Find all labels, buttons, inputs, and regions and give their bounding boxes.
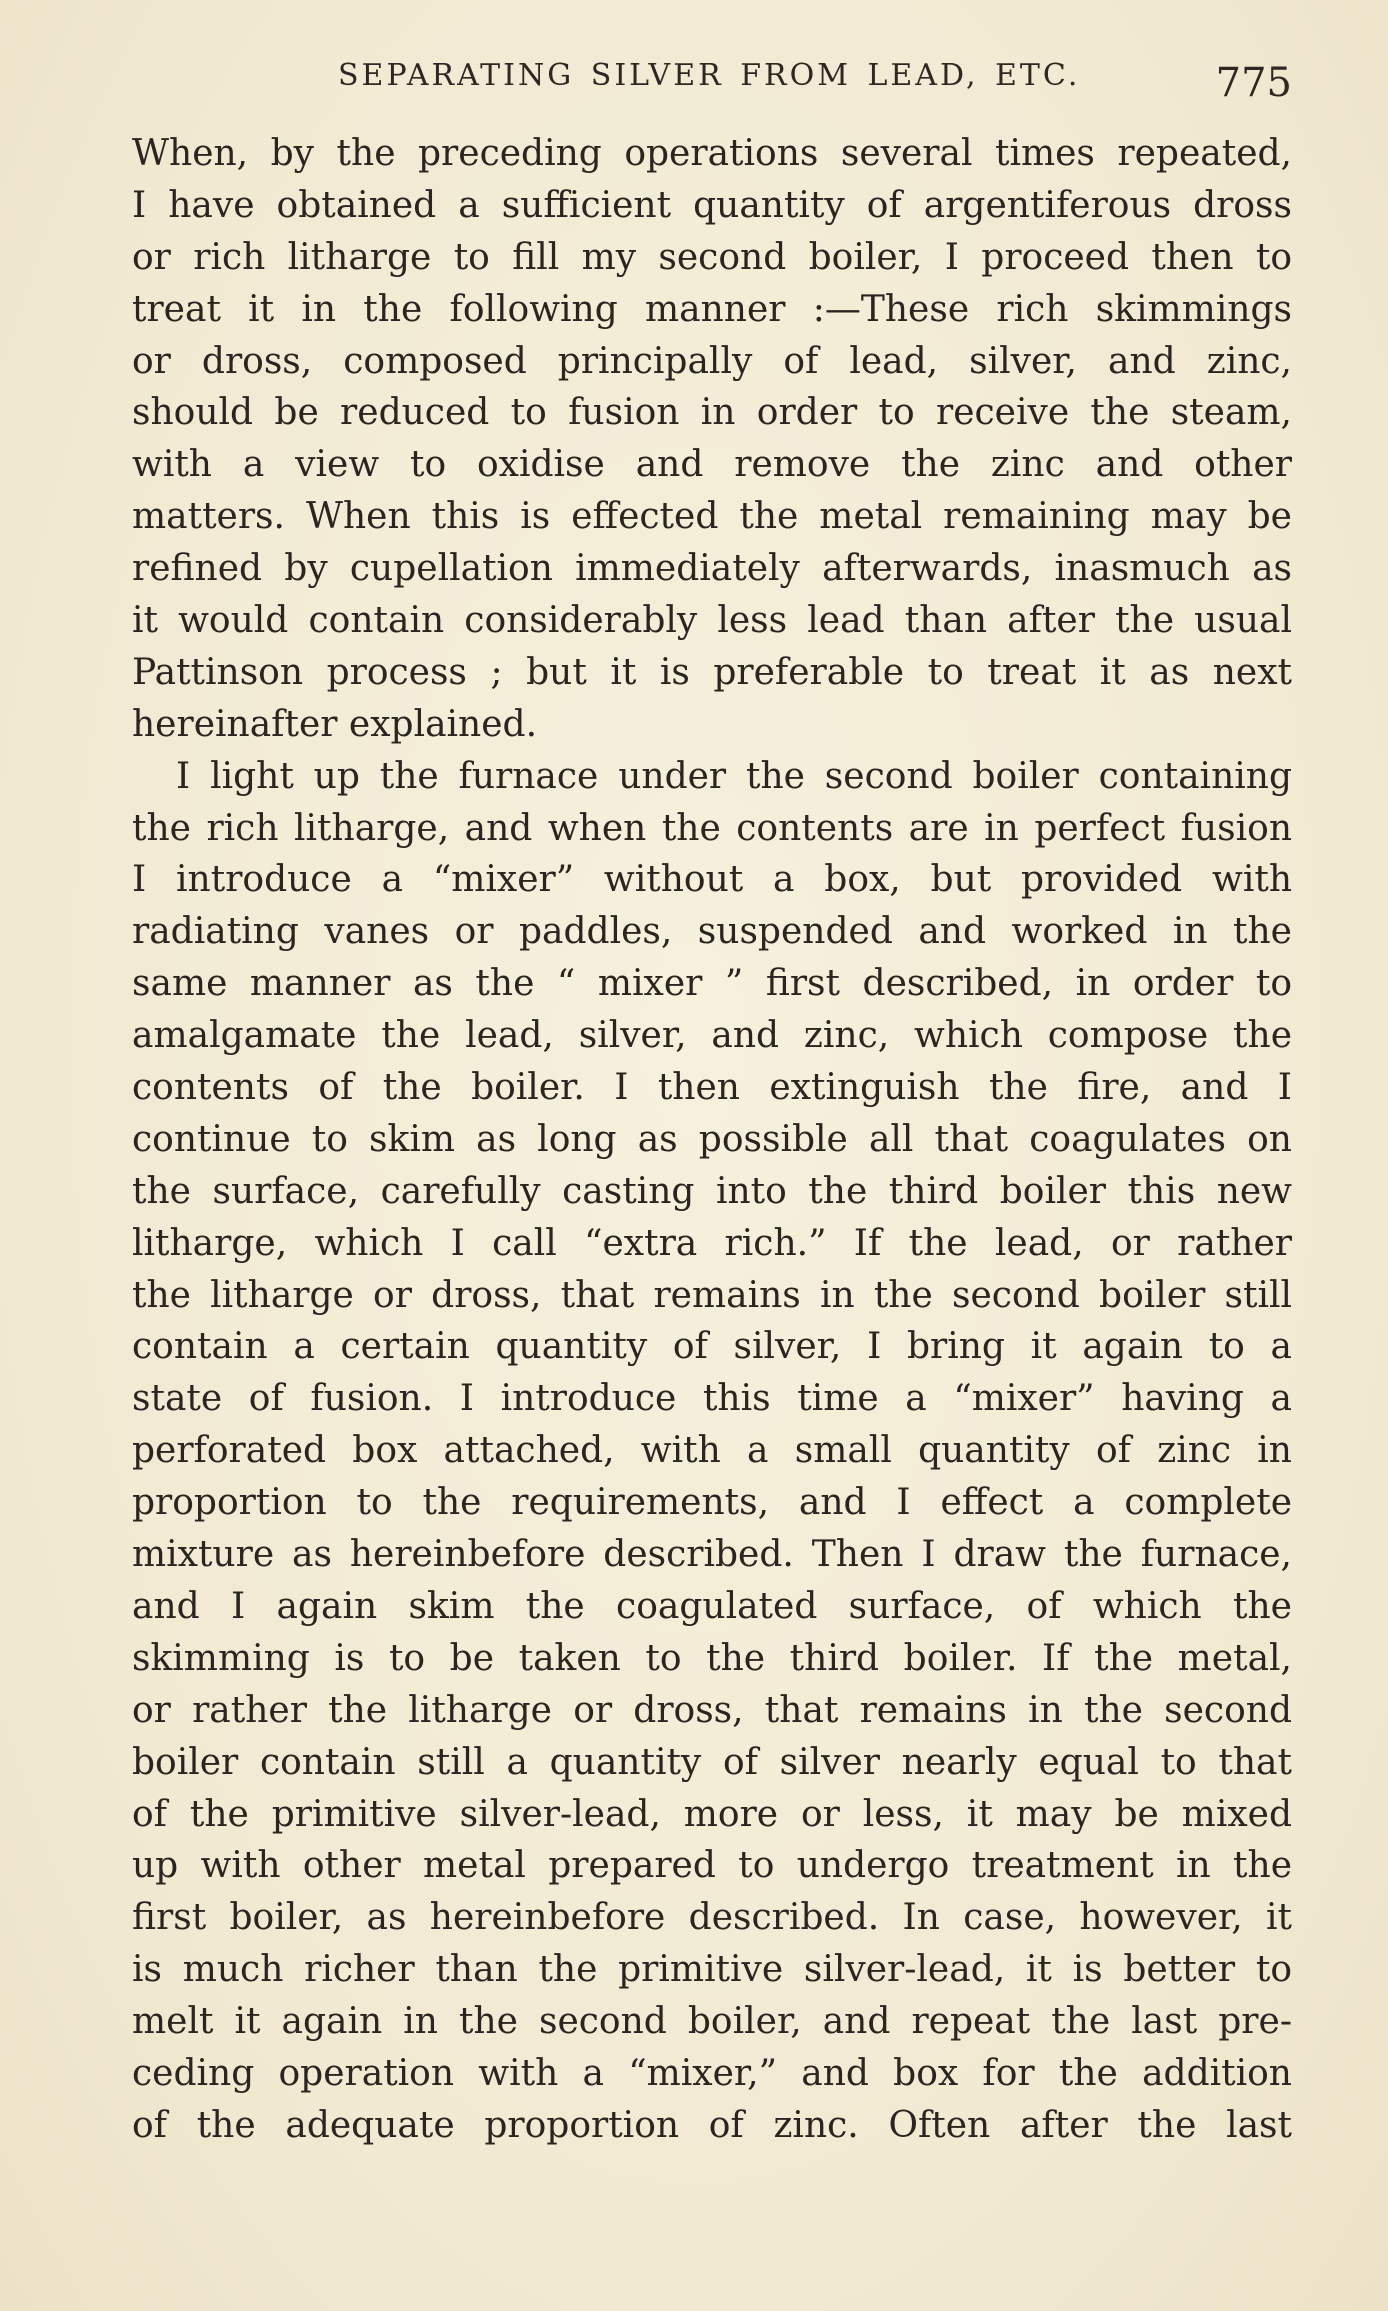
text-line: refined by cupellation immediately afterwards, inasmuch as (132, 548, 1292, 590)
text-line: I have obtained a sufficient quantity of argentiferous dross (132, 184, 1292, 226)
text-line: and I again skim the coagulated surface, of which the (132, 1585, 1292, 1627)
text-line: or rather the litharge or dross, that remains in the second (132, 1689, 1292, 1731)
text-line: boiler contain still a quantity of silver nearly equal to that (132, 1741, 1292, 1783)
body-text (132, 128, 1292, 2152)
text-line: When, by the preceding operations several times repeated, (132, 133, 1292, 174)
text-line: contain a certain quantity of silver, I bring it again to a (132, 1326, 1292, 1368)
text-line: contents of the boiler. I then extinguish the fire, and I (132, 1067, 1292, 1109)
text-line: treat it in the following manner :—These rich skimmings (132, 288, 1292, 330)
text-line: it would contain considerably less lead than after the usual (132, 600, 1292, 642)
text-line: or rich litharge to fill my second boiler, I proceed then to (132, 236, 1292, 278)
text-line: the surface, carefully casting into the third boiler this new (132, 1170, 1292, 1212)
text-line: state of fusion. I introduce this time a “mixer” having a (132, 1378, 1292, 1420)
text-line: first boiler, as hereinbefore described. In case, however, it (132, 1897, 1292, 1939)
text-line: radiating vanes or paddles, suspended and worked in the (132, 911, 1292, 953)
text-line: Pattinson process ; but it is preferable to treat it as next (132, 651, 1292, 693)
text-line: hereinafter explained. (132, 703, 538, 745)
text-line: melt it again in the second boiler, and repeat the last pre- (132, 2001, 1292, 2043)
text-line: litharge, which I call “extra rich.” If the lead, or rather (132, 1222, 1292, 1264)
text-line: I introduce a “mixer” without a box, but provided with (132, 859, 1292, 901)
text-line: skimming is to be taken to the third boiler. If the metal, (132, 1637, 1292, 1679)
text-line: should be reduced to fusion in order to receive the steam, (132, 392, 1292, 434)
text-line: perforated box attached, with a small quantity of zinc in (132, 1430, 1292, 1472)
text-line: up with other metal prepared to undergo treatment in the (132, 1845, 1292, 1887)
text-line: matters. When this is effected the metal remaining may be (132, 496, 1292, 538)
text-line: the rich litharge, and when the contents are in perfect fusion (132, 807, 1292, 849)
text-line: of the adequate proportion of zinc. Often after the last (132, 2104, 1292, 2146)
text-line: amalgamate the lead, silver, and zinc, which compose the (132, 1015, 1292, 1057)
text-line: the litharge or dross, that remains in the second boiler still (132, 1274, 1292, 1316)
text-line: I light up the furnace under the second boiler containing (176, 755, 1292, 797)
text-line: proportion to the requirements, and I effect a complete (132, 1482, 1292, 1524)
text-line: continue to skim as long as possible all that coagulates on (132, 1118, 1292, 1160)
text-line: with a view to oxidise and remove the zinc and other (132, 444, 1292, 486)
running-head: SEPARATING SILVER FROM LEAD, ETC. (338, 58, 1081, 93)
text-line: is much richer than the primitive silver-lead, it is better to (132, 1949, 1292, 1991)
text-line: or dross, composed principally of lead, silver, and zinc, (132, 340, 1292, 382)
text-line: mixture as hereinbefore described. Then I draw the furnace, (132, 1534, 1292, 1576)
text-line: ceding operation with a “mixer,” and box for the addition (132, 2052, 1292, 2094)
text-line: of the primitive silver-lead, more or less, it may be mixed (132, 1793, 1292, 1835)
text-line: same manner as the “ mixer ” first described, in order to (132, 963, 1292, 1005)
page-number: 775 (1215, 60, 1292, 106)
